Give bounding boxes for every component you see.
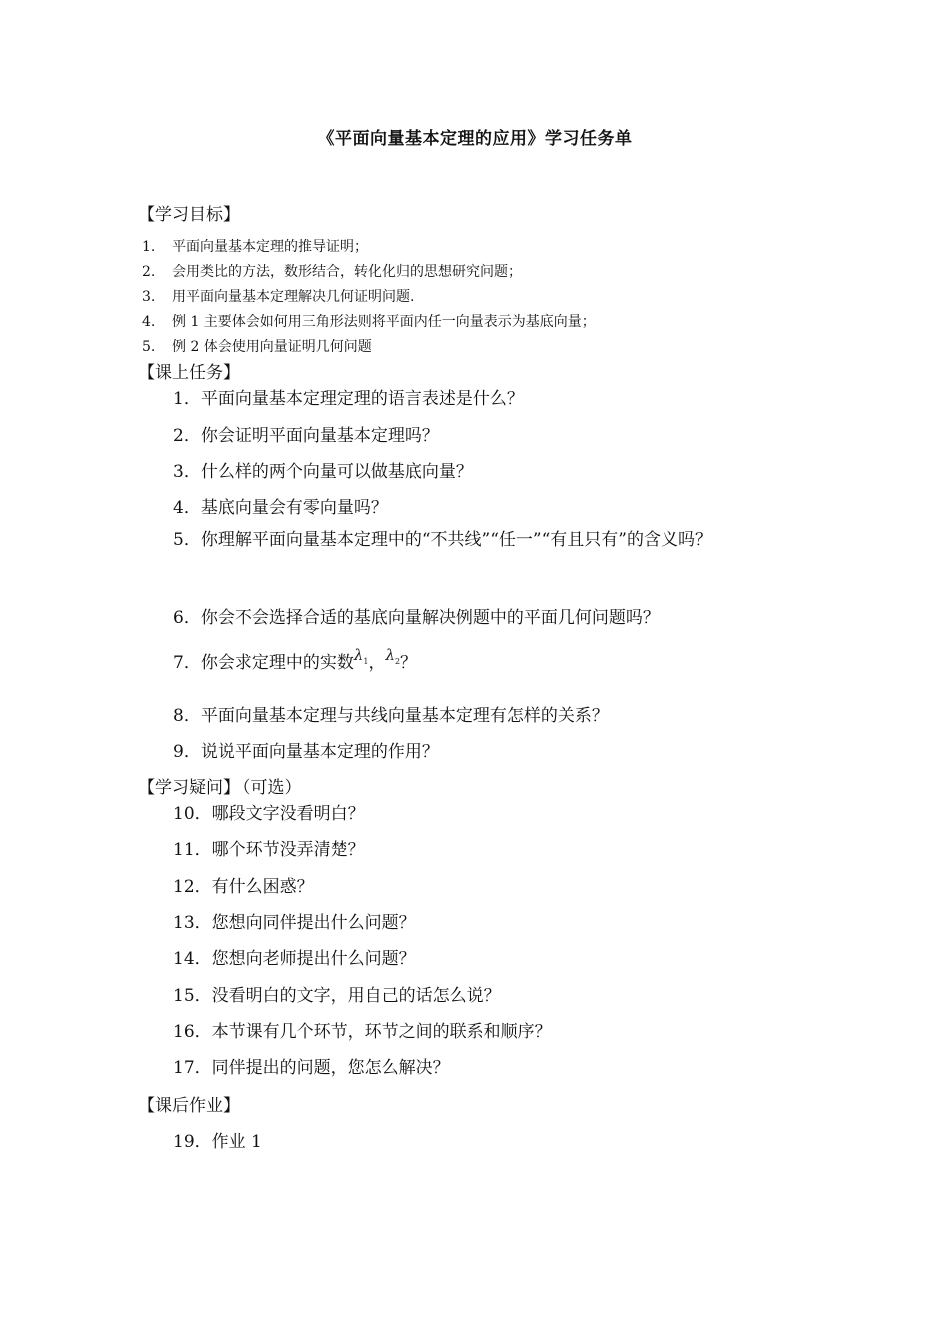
task-item: 2．你会证明平面向量基本定理吗？ [173,426,439,446]
task-item: 8．平面向量基本定理与共线向量基本定理有怎样的关系？ [173,706,609,726]
task-item: 5．你理解平面向量基本定理中的“不共线”“任一”“有且只有”的含义吗？ [173,530,712,550]
homework-item: 19．作业 1 [173,1132,262,1152]
lambda-symbol: $\lambda_1$ [353,646,369,666]
question-item: 12．有什么困惑？ [173,877,314,897]
task-item: 4．基底向量会有零向量吗？ [173,498,388,518]
task-item: 3．什么样的两个向量可以做基底向量？ [173,462,473,482]
document-title: 《平面向量基本定理的应用》学习任务单 [317,129,633,149]
goal-item: 3. 用平面向量基本定理解决几何证明问题. [142,289,415,305]
goal-item: 1. 平面向量基本定理的推导证明； [142,239,368,255]
question-item: 10．哪段文字没看明白？ [173,804,365,824]
task-item: 1．平面向量基本定理定理的语言表述是什么？ [173,389,524,409]
heading-class-tasks: 【课上任务】 [138,363,240,383]
optional-label: （可选） [242,778,302,798]
heading-homework: 【课后作业】 [138,1096,240,1116]
question-item: 15．没看明白的文字，用自己的话怎么说？ [173,986,501,1006]
task-item: 6．你会不会选择合适的基底向量解决例题中的平面几何问题吗？ [173,608,660,628]
lambda-symbol: $\lambda_2$ [385,646,401,666]
task-item-7: 7．你会求定理中的实数$\lambda_1$，$\lambda_2$？ [173,646,418,673]
heading-learning-goals: 【学习目标】 [138,205,240,225]
goal-item: 5. 例 2 体会使用向量证明几何问题 [142,339,372,355]
goal-item: 2. 会用类比的方法，数形结合，转化化归的思想研究问题； [142,264,522,280]
task-item: 9．说说平面向量基本定理的作用？ [173,742,439,762]
question-item: 11．哪个环节没弄清楚？ [173,840,365,860]
question-item: 14．您想向老师提出什么问题？ [173,949,416,969]
question-item: 13．您想向同伴提出什么问题？ [173,913,416,933]
question-item: 17．同伴提出的问题，您怎么解决？ [173,1058,450,1078]
goal-item: 4. 例 1 主要体会如何用三角形法则将平面内任一向量表示为基底向量； [142,314,596,330]
heading-learning-questions: 【学习疑问】 （可选） [138,778,302,798]
question-item: 16．本节课有几个环节，环节之间的联系和顺序？ [173,1022,552,1042]
